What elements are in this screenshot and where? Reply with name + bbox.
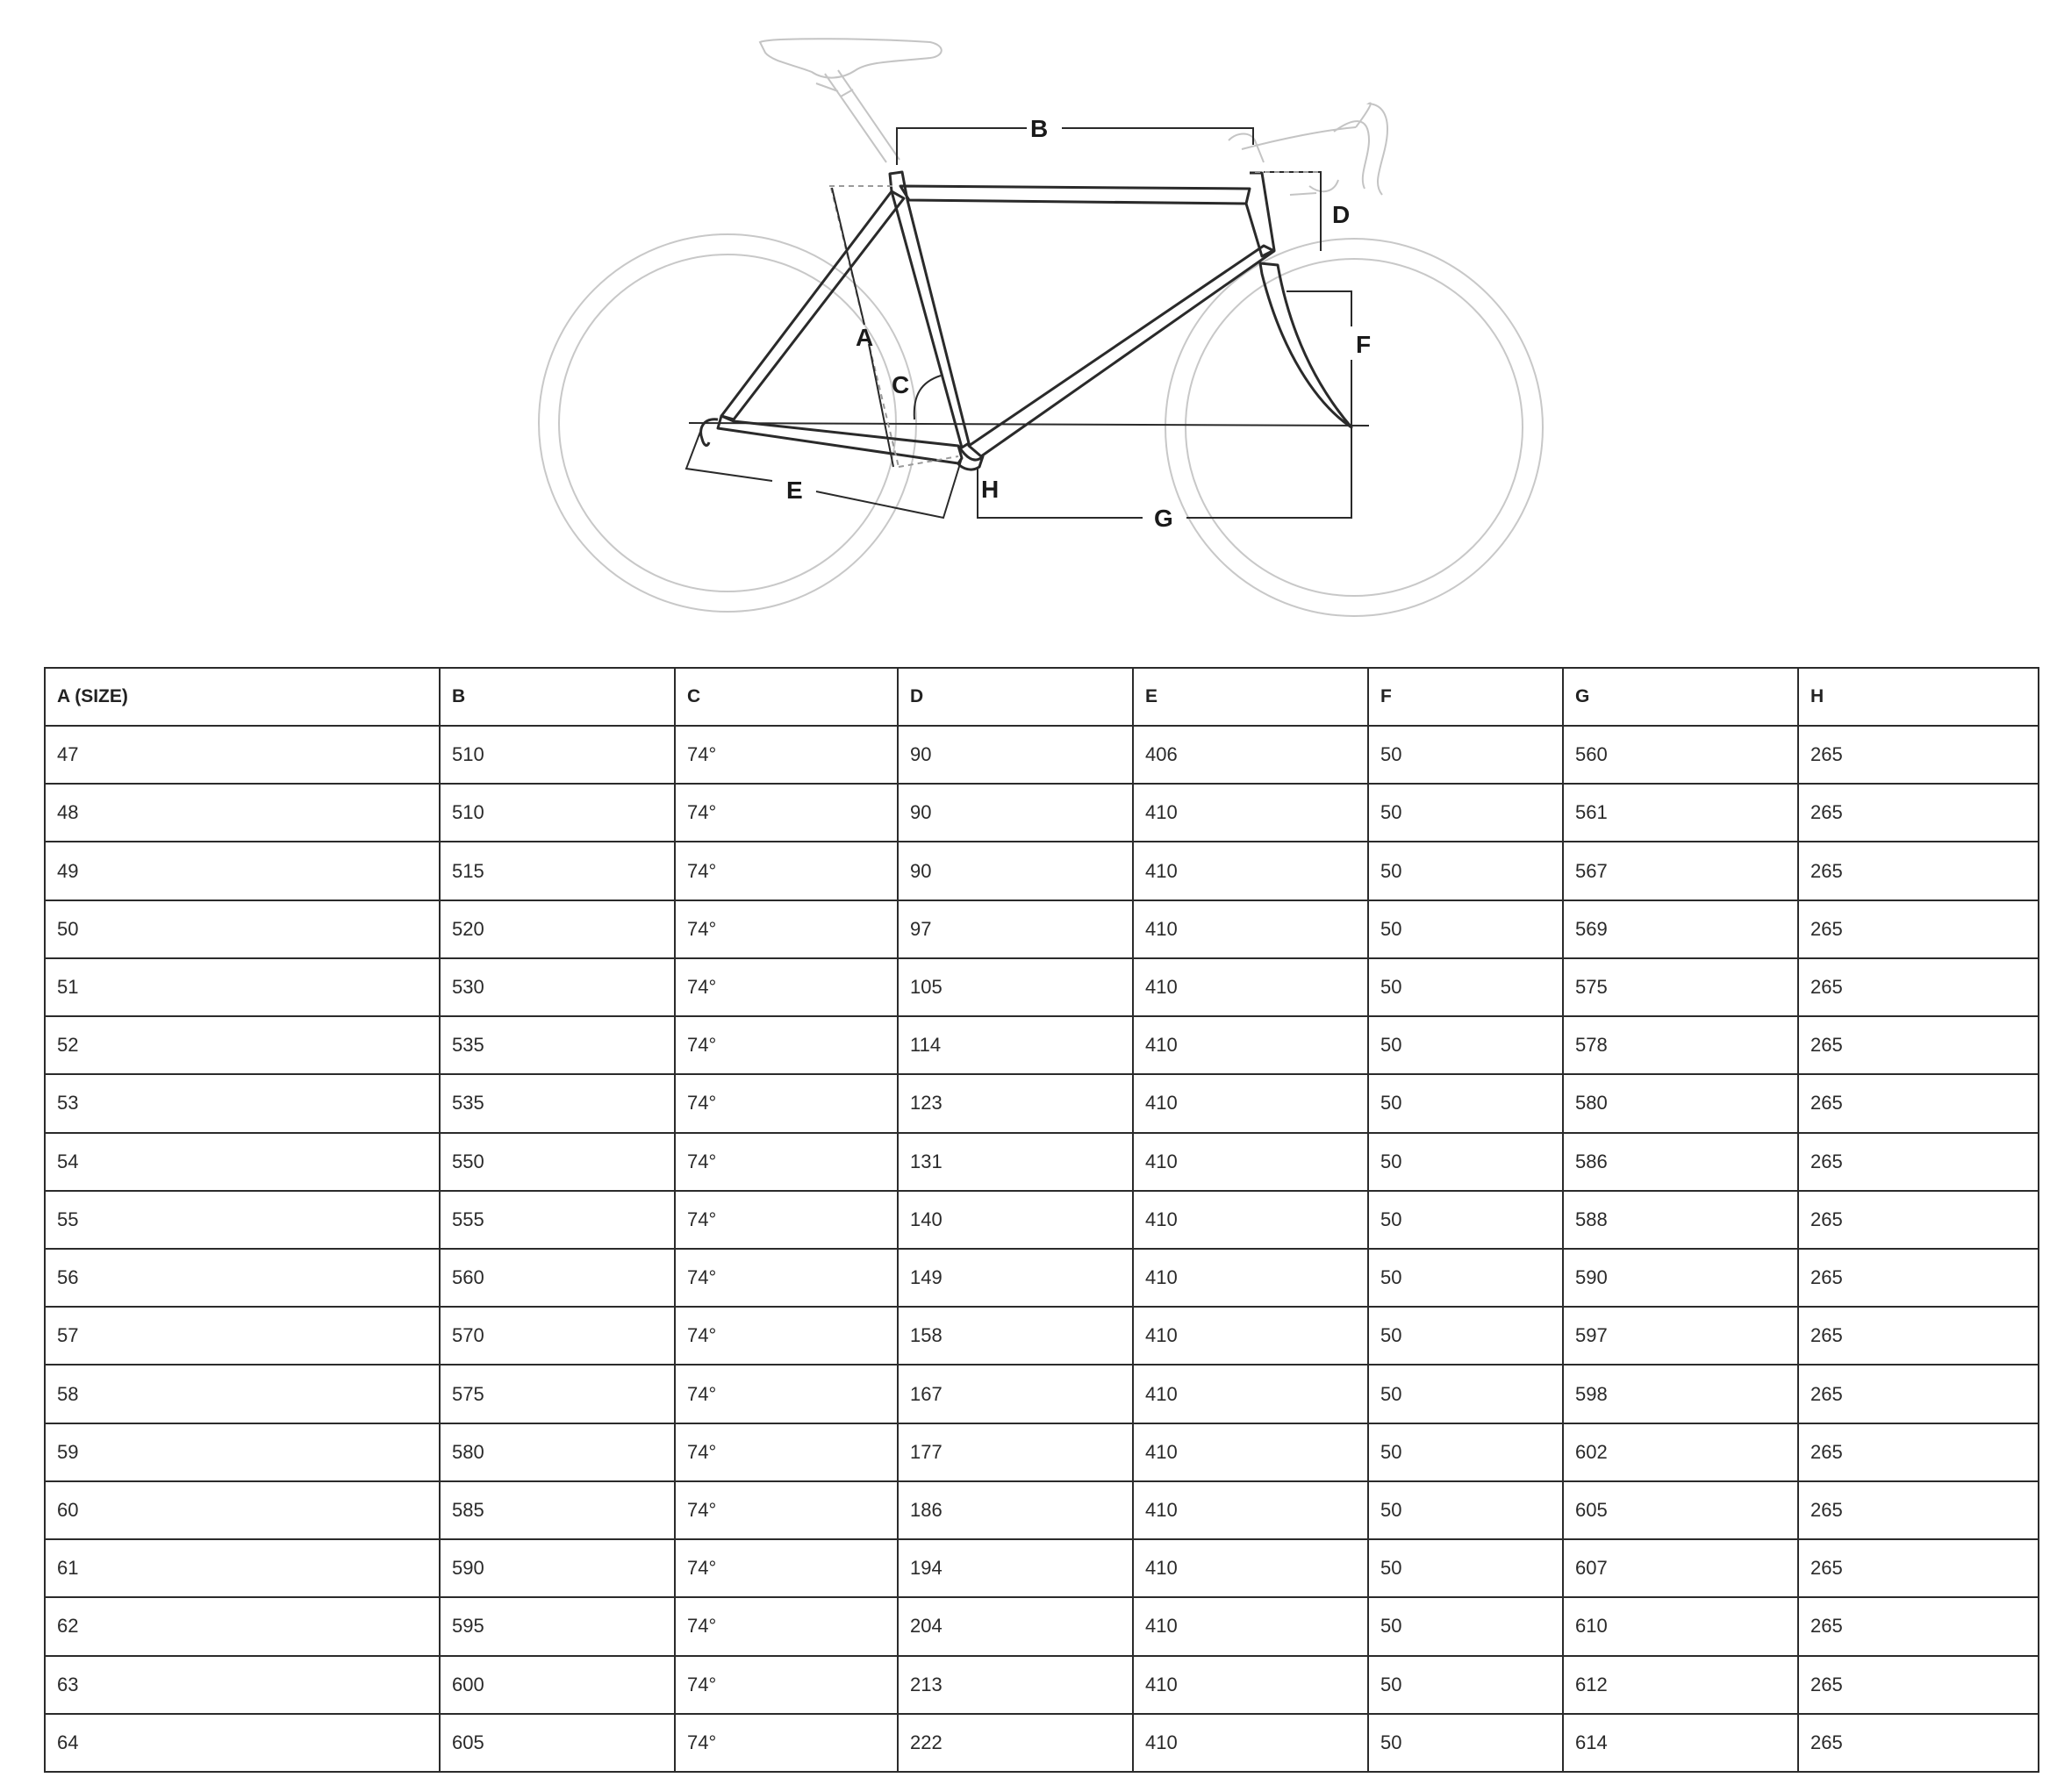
- table-cell: 59: [45, 1423, 440, 1481]
- label-h: H: [981, 476, 1000, 503]
- table-cell: 585: [440, 1481, 675, 1539]
- table-cell: 74°: [675, 726, 898, 784]
- table-cell: 50: [1368, 958, 1563, 1016]
- table-cell: 265: [1798, 1365, 2039, 1423]
- table-cell: 50: [1368, 1714, 1563, 1772]
- table-cell: 50: [45, 900, 440, 958]
- table-cell: 595: [440, 1597, 675, 1655]
- table-cell: 265: [1798, 784, 2039, 842]
- table-cell: 158: [898, 1307, 1133, 1365]
- table-cell: 530: [440, 958, 675, 1016]
- table-cell: 48: [45, 784, 440, 842]
- saddle-and-seatpost: [760, 39, 942, 162]
- table-cell: 97: [898, 900, 1133, 958]
- table-cell: 56: [45, 1249, 440, 1307]
- table-cell: 265: [1798, 1714, 2039, 1772]
- table-cell: 63: [45, 1656, 440, 1714]
- table-cell: 50: [1368, 1191, 1563, 1249]
- column-header-c: C: [675, 668, 898, 726]
- column-header-g: G: [1563, 668, 1798, 726]
- table-cell: 50: [1368, 1307, 1563, 1365]
- column-header-e: E: [1133, 668, 1368, 726]
- table-cell: 605: [440, 1714, 675, 1772]
- table-cell: 74°: [675, 1133, 898, 1191]
- table-cell: 50: [1368, 1481, 1563, 1539]
- table-row: [45, 1481, 2039, 1539]
- table-cell: 569: [1563, 900, 1798, 958]
- table-cell: 597: [1563, 1307, 1798, 1365]
- table-cell: 265: [1798, 1481, 2039, 1539]
- table-cell: 265: [1798, 1423, 2039, 1481]
- table-cell: 74°: [675, 1074, 898, 1132]
- bike-geometry-diagram: [0, 0, 2057, 632]
- table-cell: 410: [1133, 1597, 1368, 1655]
- table-cell: 410: [1133, 1539, 1368, 1597]
- table-row: [45, 1307, 2039, 1365]
- table-cell: 49: [45, 842, 440, 900]
- table-cell: 52: [45, 1016, 440, 1074]
- table-cell: 265: [1798, 900, 2039, 958]
- table-cell: 265: [1798, 726, 2039, 784]
- table-cell: 410: [1133, 842, 1368, 900]
- table-cell: 74°: [675, 842, 898, 900]
- table-cell: 610: [1563, 1597, 1798, 1655]
- table-cell: 410: [1133, 1423, 1368, 1481]
- table-cell: 410: [1133, 1307, 1368, 1365]
- column-header-d: D: [898, 668, 1133, 726]
- label-d: D: [1332, 201, 1351, 228]
- table-row: [45, 958, 2039, 1016]
- table-row: [45, 1656, 2039, 1714]
- table-row: [45, 1597, 2039, 1655]
- table-cell: 410: [1133, 1249, 1368, 1307]
- seat-tube: [890, 172, 969, 448]
- table-row: [45, 1074, 2039, 1132]
- table-cell: 265: [1798, 1191, 2039, 1249]
- table-cell: 612: [1563, 1656, 1798, 1714]
- geometry-table: [44, 667, 2039, 1773]
- table-row: [45, 1714, 2039, 1772]
- table-cell: 90: [898, 784, 1133, 842]
- table-cell: 510: [440, 726, 675, 784]
- table-row: [45, 726, 2039, 784]
- table-cell: 406: [1133, 726, 1368, 784]
- table-cell: 55: [45, 1191, 440, 1249]
- head-tube: [1246, 173, 1274, 256]
- table-cell: 50: [1368, 784, 1563, 842]
- table-cell: 550: [440, 1133, 675, 1191]
- table-cell: 515: [440, 842, 675, 900]
- column-header-f: F: [1368, 668, 1563, 726]
- table-cell: 74°: [675, 1365, 898, 1423]
- guide-c-arc: [914, 376, 941, 419]
- table-cell: 575: [1563, 958, 1798, 1016]
- table-row: [45, 1133, 2039, 1191]
- table-cell: 580: [1563, 1074, 1798, 1132]
- label-f: F: [1356, 331, 1372, 358]
- column-header-h: H: [1798, 668, 2039, 726]
- table-cell: 510: [440, 784, 675, 842]
- table-cell: 410: [1133, 1365, 1368, 1423]
- table-cell: 74°: [675, 1539, 898, 1597]
- table-cell: 186: [898, 1481, 1133, 1539]
- table-row: [45, 1539, 2039, 1597]
- table-cell: 50: [1368, 1539, 1563, 1597]
- table-cell: 61: [45, 1539, 440, 1597]
- table-cell: 265: [1798, 1656, 2039, 1714]
- table-row: [45, 784, 2039, 842]
- table-cell: 74°: [675, 784, 898, 842]
- table-row: [45, 842, 2039, 900]
- table-cell: 194: [898, 1539, 1133, 1597]
- table-cell: 602: [1563, 1423, 1798, 1481]
- table-row: [45, 1016, 2039, 1074]
- geometry-table-body: [45, 726, 2039, 1772]
- table-row: [45, 1249, 2039, 1307]
- label-b: B: [1030, 115, 1049, 142]
- table-cell: 74°: [675, 1307, 898, 1365]
- header-row: [45, 668, 2039, 726]
- table-cell: 590: [440, 1539, 675, 1597]
- table-cell: 140: [898, 1191, 1133, 1249]
- table-cell: 410: [1133, 900, 1368, 958]
- table-cell: 410: [1133, 1016, 1368, 1074]
- table-cell: 520: [440, 900, 675, 958]
- table-cell: 410: [1133, 958, 1368, 1016]
- label-e: E: [786, 477, 803, 504]
- table-cell: 50: [1368, 726, 1563, 784]
- table-cell: 50: [1368, 1365, 1563, 1423]
- table-cell: 74°: [675, 958, 898, 1016]
- table-cell: 131: [898, 1133, 1133, 1191]
- table-cell: 410: [1133, 1191, 1368, 1249]
- table-cell: 62: [45, 1597, 440, 1655]
- table-row: [45, 1365, 2039, 1423]
- table-cell: 167: [898, 1365, 1133, 1423]
- table-cell: 265: [1798, 1539, 2039, 1597]
- table-cell: 560: [440, 1249, 675, 1307]
- table-cell: 607: [1563, 1539, 1798, 1597]
- table-cell: 54: [45, 1133, 440, 1191]
- table-cell: 605: [1563, 1481, 1798, 1539]
- table-cell: 567: [1563, 842, 1798, 900]
- table-cell: 90: [898, 842, 1133, 900]
- table-cell: 265: [1798, 842, 2039, 900]
- table-cell: 535: [440, 1016, 675, 1074]
- column-header-a-size: A (SIZE): [45, 668, 440, 726]
- table-cell: 410: [1133, 784, 1368, 842]
- table-cell: 600: [440, 1656, 675, 1714]
- guide-f: [1287, 291, 1351, 427]
- table-cell: 50: [1368, 1074, 1563, 1132]
- table-cell: 114: [898, 1016, 1133, 1074]
- table-cell: 535: [440, 1074, 675, 1132]
- table-cell: 74°: [675, 1191, 898, 1249]
- table-cell: 60: [45, 1481, 440, 1539]
- table-cell: 598: [1563, 1365, 1798, 1423]
- table-cell: 204: [898, 1597, 1133, 1655]
- table-cell: 410: [1133, 1074, 1368, 1132]
- table-cell: 58: [45, 1365, 440, 1423]
- table-cell: 586: [1563, 1133, 1798, 1191]
- table-cell: 123: [898, 1074, 1133, 1132]
- table-cell: 50: [1368, 1656, 1563, 1714]
- front-wheel: [1165, 239, 1543, 616]
- column-header-b: B: [440, 668, 675, 726]
- table-cell: 50: [1368, 842, 1563, 900]
- label-a: A: [856, 324, 874, 351]
- table-cell: 265: [1798, 1597, 2039, 1655]
- table-cell: 177: [898, 1423, 1133, 1481]
- table-cell: 222: [898, 1714, 1133, 1772]
- table-cell: 50: [1368, 1597, 1563, 1655]
- table-cell: 614: [1563, 1714, 1798, 1772]
- table-cell: 57: [45, 1307, 440, 1365]
- table-cell: 74°: [675, 1656, 898, 1714]
- table-cell: 410: [1133, 1714, 1368, 1772]
- table-cell: 590: [1563, 1249, 1798, 1307]
- table-cell: 50: [1368, 1423, 1563, 1481]
- label-g: G: [1154, 505, 1173, 532]
- fork: [1260, 263, 1351, 427]
- table-cell: 213: [898, 1656, 1133, 1714]
- table-cell: 555: [440, 1191, 675, 1249]
- table-cell: 265: [1798, 1133, 2039, 1191]
- table-cell: 265: [1798, 1016, 2039, 1074]
- table-row: [45, 1191, 2039, 1249]
- top-tube: [900, 186, 1250, 204]
- label-c: C: [892, 371, 910, 398]
- table-cell: 74°: [675, 1714, 898, 1772]
- table-cell: 265: [1798, 958, 2039, 1016]
- table-cell: 74°: [675, 1481, 898, 1539]
- table-cell: 149: [898, 1249, 1133, 1307]
- guide-b: [897, 128, 1253, 165]
- table-cell: 74°: [675, 1249, 898, 1307]
- table-cell: 265: [1798, 1074, 2039, 1132]
- table-cell: 578: [1563, 1016, 1798, 1074]
- table-row: [45, 900, 2039, 958]
- table-cell: 580: [440, 1423, 675, 1481]
- table-cell: 265: [1798, 1249, 2039, 1307]
- table-cell: 53: [45, 1074, 440, 1132]
- table-cell: 560: [1563, 726, 1798, 784]
- table-cell: 51: [45, 958, 440, 1016]
- table-cell: 64: [45, 1714, 440, 1772]
- table-cell: 74°: [675, 900, 898, 958]
- table-cell: 47: [45, 726, 440, 784]
- table-cell: 588: [1563, 1191, 1798, 1249]
- table-cell: 74°: [675, 1597, 898, 1655]
- table-cell: 561: [1563, 784, 1798, 842]
- table-cell: 105: [898, 958, 1133, 1016]
- table-cell: 410: [1133, 1133, 1368, 1191]
- table-cell: 90: [898, 726, 1133, 784]
- geometry-table-header: [45, 668, 2039, 726]
- table-cell: 50: [1368, 1249, 1563, 1307]
- table-cell: 74°: [675, 1016, 898, 1074]
- table-cell: 74°: [675, 1423, 898, 1481]
- table-cell: 570: [440, 1307, 675, 1365]
- table-cell: 265: [1798, 1307, 2039, 1365]
- table-cell: 410: [1133, 1481, 1368, 1539]
- table-cell: 50: [1368, 1016, 1563, 1074]
- table-cell: 410: [1133, 1656, 1368, 1714]
- table-cell: 50: [1368, 900, 1563, 958]
- stem-and-handlebar: [1229, 103, 1387, 195]
- table-cell: 50: [1368, 1133, 1563, 1191]
- table-cell: 575: [440, 1365, 675, 1423]
- table-row: [45, 1423, 2039, 1481]
